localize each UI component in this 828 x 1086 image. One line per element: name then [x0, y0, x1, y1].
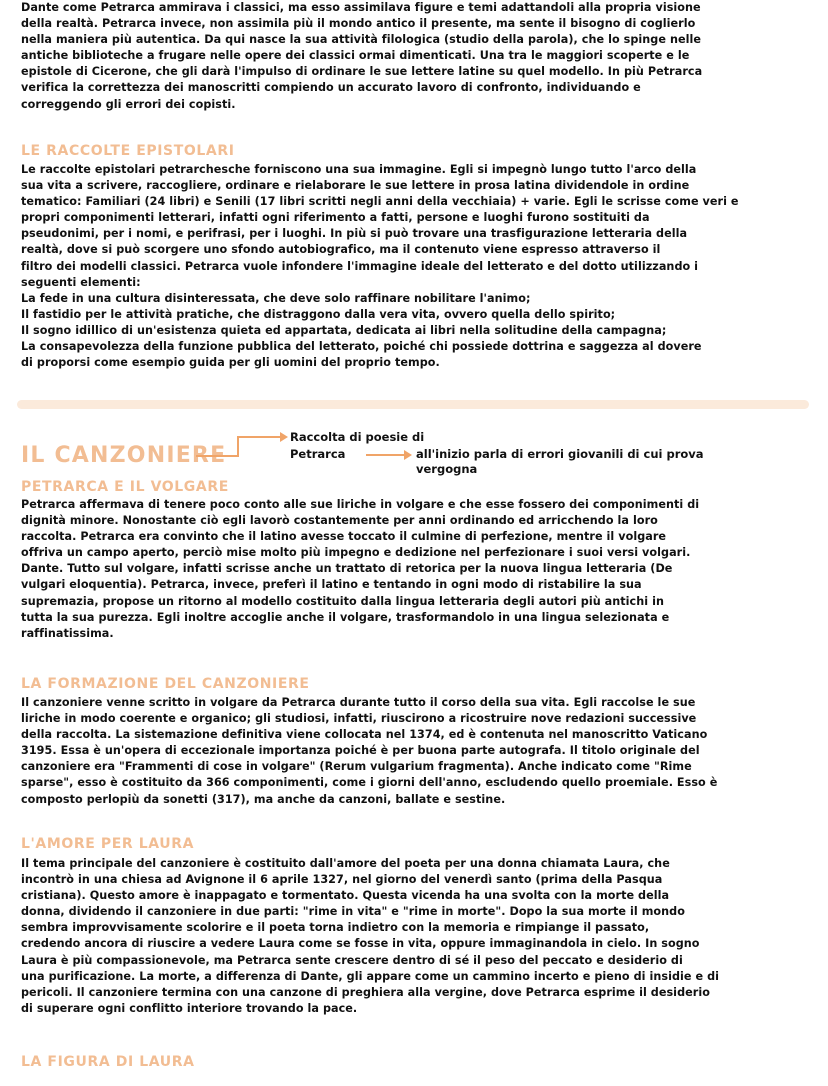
annotation-errori: all'inizio parla di errori giovanili di cui prova: [416, 447, 704, 461]
arrowhead-errori: [404, 450, 412, 460]
text-line: Petrarca affermava di tenere poco conto alle sue liriche in volgare e che esse fossero dei componimenti di: [21, 498, 700, 511]
text-line: sua vita a scrivere, raccogliere, ordinare e rielaborare le sue lettere in prosa latina dividendole in ordine: [21, 179, 690, 193]
text-line: Il fastidio per le attività pratiche, che distraggono dalla vera vita, ovvero quella dello spirito;: [21, 307, 616, 321]
text-line: raccolta. Petrarca era convinto che il latino avesse toccato il culmine di perfezione, mentre il volgare: [21, 530, 667, 544]
arrowhead-raccolta: [280, 432, 288, 442]
text-line: Il sogno idillico di un'esistenza quieta ed appartata, dedicata ai libri nella solitudine della campagna;: [21, 323, 667, 337]
heading-figura-laura: LA FIGURA DI LAURA: [21, 1054, 195, 1070]
text-line: tutta la sua purezza. Egli inoltre accoglie anche il volgare, trasformandolo in una lingua selezionata e: [21, 610, 670, 624]
text-line: pseudonimi, per i nomi, e perifrasi, per i luoghi. In più si può trovare una trasfigurazione letteraria della: [21, 227, 688, 241]
annotation-petrarca: Petrarca: [290, 447, 346, 461]
text-line: Dante come Petrarca ammirava i classici, ma esso assimilava figure e temi adattandoli alla propria visione: [21, 1, 701, 14]
heading-raccolte-epistolari: LE RACCOLTE EPISTOLARI: [21, 143, 235, 159]
text-line: offriva un campo aperto, perciò mise molto più impegno e dedizione nel perfezionare i suoi versi volgari.: [21, 546, 691, 560]
text-line: nella maniera più autentica. Da qui nasce la sua attività filologica (studio della parola), che lo spinge nelle: [21, 33, 702, 47]
text-line: canzoniere era "Frammenti di cose in volgare" (Rerum vulgarium fragmenta). Anche indicato come "Rime: [21, 760, 692, 774]
text-line: Il tema principale del canzoniere è costituito dall'amore del poeta per una donna chiamata Laura, che: [21, 857, 670, 870]
text-line: pericoli. Il canzoniere termina con una canzone di preghiera alla vergine, dove Petrarca esprime il desiderio: [21, 985, 710, 999]
laura-paragraph: [21, 856, 811, 1017]
text-line: di proporsi come esempio guida per gli uomini del proprio tempo.: [21, 356, 440, 370]
arrow-to-raccolta: [196, 437, 280, 456]
text-line: raffinatissima.: [21, 626, 114, 640]
text-line: donna, dividendo il canzoniere in due parti: "rime in vita" e "rime in morte". Dopo la sua morte il mondo: [21, 905, 685, 919]
text-line: vulgari eloquentia). Petrarca, invece, preferì il latino e tentando in ogni modo di ristabilire la sua: [21, 578, 642, 592]
heading-petrarca-volgare: PETRARCA E IL VOLGARE: [21, 479, 229, 495]
text-line: liriche in modo coerente e organico; gli studiosi, infatti, riuscirono a ricostruire nove redazioni successive: [21, 712, 697, 726]
text-line: epistole di Cicerone, che gli darà l'impulso di ordinare le sue lettere latine su quel modello. In più Petrarca: [21, 65, 703, 79]
text-line: 3195. Essa è un'opera di eccezionale importanza poiché è per buona parte autografa. Il titolo originale del: [21, 744, 700, 758]
formazione-paragraph: [21, 695, 811, 808]
text-line: antiche biblioteche a frugare nelle opere dei classici ormai dimenticati. Una tra le maggiori scoperte e le: [21, 49, 690, 63]
text-line: Il canzoniere venne scritto in volgare da Petrarca durante tutto il corso della sua vita. Egli raccolse le sue: [21, 696, 696, 709]
text-line: sembra improvvisamente scolorire e il poeta torna indietro con la memoria e rimpiange il passato,: [21, 921, 650, 935]
text-line: una purificazione. La morte, a differenza di Dante, gli appare come un cammino incerto e pieno di insidie e di: [21, 969, 720, 983]
text-line: realtà, dove si può scorgere uno sfondo autobiografico, ma il contenuto viene espresso attraverso il: [21, 243, 661, 257]
text-line: supremazia, propose un ritorno al modello costituito dalla lingua letteraria degli autori più antichi in: [21, 594, 664, 608]
text-line: sparse", esso è costituito da 366 componimenti, come i giorni dell'anno, escludendo quello proemiale. Esso è: [21, 776, 718, 790]
text-line: La consapevolezza della funzione pubblica del letterato, poiché chi possiede dottrina e saggezza al dovere: [21, 340, 702, 354]
text-line: filtro dei modelli classici. Petrarca vuole infondere l'immagine ideale del letterato e del dotto utilizzando i: [21, 259, 699, 273]
text-line: dignità minore. Nonostante ciò egli lavorò costantemente per anni ordinando ed arricchendo la loro: [21, 514, 658, 528]
text-line: propri componimenti letterari, infatti ogni riferimento a fatti, persone e luoghi furono sostituiti da: [21, 211, 650, 225]
heading-formazione-canzoniere: LA FORMAZIONE DEL CANZONIERE: [21, 676, 310, 692]
canzoniere-title: IL CANZONIERE: [21, 443, 227, 468]
text-line: Dante. Tutto sul volgare, infatti scrisse anche un trattato di retorica per la nuova lingua letteraria (De: [21, 562, 673, 576]
text-line: cristiana). Questo amore è inappagato e tormentato. Questa vicenda ha una svolta con la morte della: [21, 889, 670, 903]
annotation-vergogna: vergogna: [416, 462, 478, 476]
text-line: composto perlopiù da sonetti (317), ma anche da canzoni, ballate e sestine.: [21, 792, 506, 806]
text-line: Laura è più compassionevole, ma Petrarca sente crescere dentro di sé il peso del peccato e desiderio di: [21, 953, 683, 967]
text-line: La fede in una cultura disinteressata, che deve solo raffinare nobilitare l'animo;: [21, 291, 531, 305]
text-line: correggendo gli errori dei copisti.: [21, 97, 236, 111]
heading-amore-laura: L'AMORE PER LAURA: [21, 836, 195, 852]
text-line: seguenti elementi:: [21, 275, 141, 289]
text-line: della realtà. Petrarca invece, non assimila più il mondo antico il presente, ma sente il bisogno di coglierlo: [21, 17, 696, 31]
text-line: credendo ancora di riuscire a vedere Laura come se fosse in vita, oppure immaginandola in cielo. In sogno: [21, 937, 700, 951]
volgare-paragraph: [21, 497, 811, 642]
text-line: incontrò in una chiesa ad Avignone il 6 aprile 1327, nel giorno del venerdì santo (prima della Pasqua: [21, 873, 663, 887]
text-line: Le raccolte epistolari petrarchesche forniscono una sua immagine. Egli si impegnò lungo tutto l'arco della: [21, 163, 697, 176]
text-line: di superare ogni conflitto interiore trovando la pace.: [21, 1001, 358, 1015]
text-line: verifica la correttezza dei manoscritti compiendo un accurato lavoro di confronto, individuando e: [21, 81, 641, 95]
annotation-raccolta: Raccolta di poesie di: [290, 430, 425, 444]
text-line: tematico: Familiari (24 libri) e Senili (17 libri scritti negli anni della vecchiaia) + varie. Egli le scrisse come veri e: [21, 195, 739, 209]
text-line: della raccolta. La sistemazione definitiva viene collocata nel 1374, ed è contenuta nel manoscritto Vaticano: [21, 728, 708, 742]
